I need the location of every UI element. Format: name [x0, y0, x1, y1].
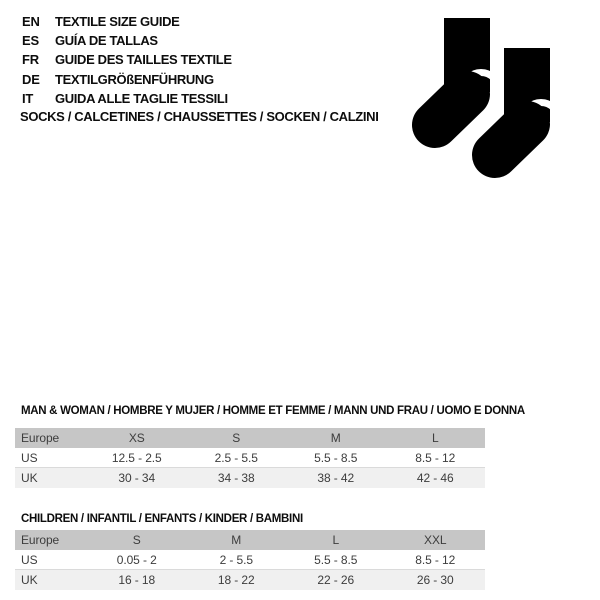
size-value: 0.05 - 2: [116, 552, 157, 567]
row-label: US: [21, 552, 38, 567]
language-label: GUIDE DES TAILLES TEXTILE: [55, 52, 232, 68]
column-header-xs: XS: [128, 431, 145, 445]
category-title: SOCKS / CALCETINES / CHAUSSETTES / SOCKEN / CALZINI: [20, 109, 379, 124]
language-row-fr: [22, 50, 232, 69]
language-code: IT: [22, 90, 34, 106]
language-row-en: [22, 12, 232, 31]
language-code: ES: [22, 33, 39, 49]
socks-icon: [405, 8, 565, 183]
size-value: 22 - 26: [317, 573, 355, 587]
size-value: 8.5 - 12: [415, 552, 456, 567]
column-header-l: L: [332, 533, 340, 547]
table-title-man-woman: MAN & WOMAN / HOMBRE Y MUJER / HOMME ET FEMME / MANN UND FRAU / UOMO E DONNA: [21, 405, 525, 417]
size-value: 8.5 - 12: [415, 450, 456, 465]
language-label: GUÍA DE TALLAS: [55, 33, 158, 49]
language-row-es: [22, 31, 232, 50]
size-value: 5.5 - 8.5: [314, 450, 358, 465]
column-header-s: S: [132, 533, 141, 547]
table-row-uk: [15, 570, 485, 590]
column-header-l: L: [431, 431, 439, 445]
size-table-children: [15, 530, 485, 590]
language-code: FR: [22, 52, 39, 68]
size-value: 12.5 - 2.5: [111, 450, 162, 465]
size-value: 34 - 38: [217, 471, 255, 485]
size-value: 2.5 - 5.5: [214, 450, 258, 465]
language-label: TEXTILGRÖßENFÜHRUNG: [55, 71, 214, 87]
table-row-us: [15, 448, 485, 468]
table-title-children: CHILDREN / INFANTIL / ENFANTS / KINDER / BAMBINI: [21, 513, 303, 525]
table-row-us: [15, 550, 485, 570]
language-label: GUIDA ALLE TAGLIE TESSILI: [55, 90, 228, 106]
size-value: 2 - 5.5: [219, 552, 253, 567]
column-header-europe: Europe: [21, 431, 60, 445]
language-row-de: [22, 70, 232, 89]
row-label: UK: [21, 471, 38, 485]
language-code: DE: [22, 71, 40, 87]
size-value: 38 - 42: [317, 471, 355, 485]
table-header-row: [15, 428, 485, 448]
language-code: EN: [22, 14, 40, 30]
size-table-man-woman: [15, 428, 485, 488]
row-label: US: [21, 450, 38, 465]
size-value: 42 - 46: [416, 471, 454, 485]
column-header-europe: Europe: [21, 533, 60, 547]
size-value: 16 - 18: [118, 573, 156, 587]
row-label: UK: [21, 573, 38, 587]
column-header-xxl: XXL: [424, 533, 447, 547]
size-value: 18 - 22: [217, 573, 255, 587]
size-value: 5.5 - 8.5: [314, 552, 358, 567]
table-header-row: [15, 530, 485, 550]
column-header-m: M: [231, 533, 242, 547]
column-header-m: M: [330, 431, 341, 445]
size-value: 26 - 30: [416, 573, 454, 587]
language-label: TEXTILE SIZE GUIDE: [55, 14, 180, 30]
table-row-uk: [15, 468, 485, 488]
language-list: [22, 12, 232, 108]
language-row-it: [22, 89, 232, 108]
size-value: 30 - 34: [118, 471, 156, 485]
column-header-s: S: [232, 431, 241, 445]
